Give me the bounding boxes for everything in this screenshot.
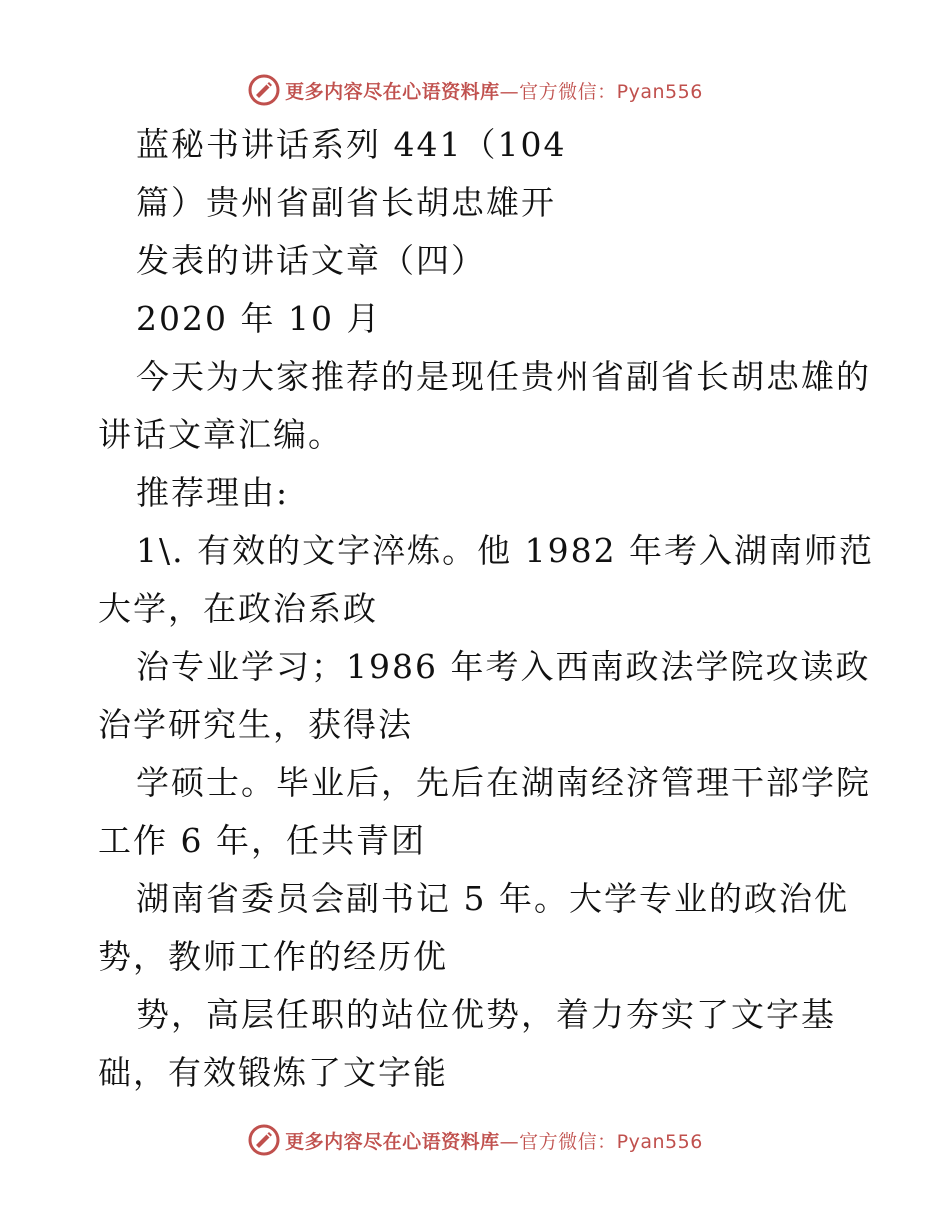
brand-logo-icon (247, 73, 281, 107)
document-line: 工作 6 年，任共青团 (98, 821, 426, 860)
document-line: 学硕士。毕业后，先后在湖南经济管理干部学院 (136, 763, 871, 802)
document-line: 大学，在政治系政 (98, 589, 378, 628)
document-line: 2020 年 10 月 (136, 299, 382, 338)
header-watermark (0, 70, 950, 110)
document-line: 势，高层任职的站位优势，着力夯实了文字基 (136, 995, 836, 1034)
watermark-prefix: 更多内容尽在心语资料库 (285, 80, 500, 103)
document-line: 治专业学习；1986 年考入西南政法学院攻读政 (136, 647, 871, 686)
document-line: 础，有效锻炼了文字能 (98, 1053, 448, 1092)
brand-logo-icon (247, 1123, 281, 1157)
watermark-prefix: 更多内容尽在心语资料库 (285, 1130, 500, 1153)
document-line: 篇）贵州省副省长胡忠雄开 (136, 183, 556, 222)
document-body (98, 116, 875, 1102)
watermark-suffix: —官方微信：Pyan556 (499, 1130, 703, 1153)
document-line: 势，教师工作的经历优 (98, 937, 448, 976)
document-line: 1\. 有效的文字淬炼。他 1982 年考入湖南师范 (136, 531, 875, 570)
document-line: 蓝秘书讲话系列 441（104 (136, 125, 567, 164)
document-line: 推荐理由: (136, 473, 290, 512)
document-line: 发表的讲话文章（四） (136, 241, 486, 280)
footer-watermark (0, 1120, 950, 1160)
document-line: 讲话文章汇编。 (98, 415, 343, 454)
document-line: 湖南省委员会副书记 5 年。大学专业的政治优 (136, 879, 849, 918)
document-line: 治学研究生，获得法 (98, 705, 413, 744)
document-line: 今天为大家推荐的是现任贵州省副省长胡忠雄的 (136, 357, 871, 396)
watermark-suffix: —官方微信：Pyan556 (499, 80, 703, 103)
